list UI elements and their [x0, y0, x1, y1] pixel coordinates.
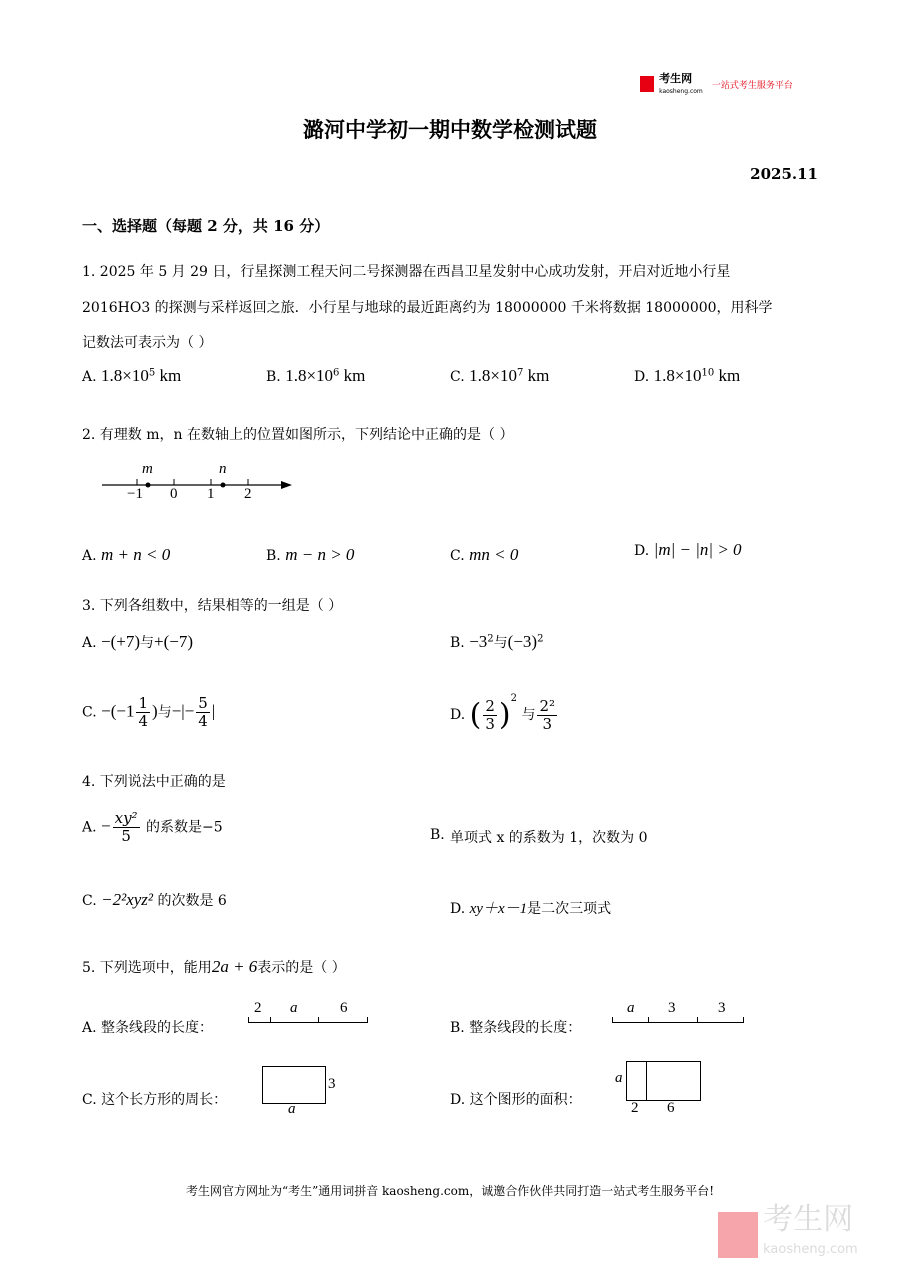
label-n: n	[219, 461, 227, 477]
q4-stem: 4. 下列说法中正确的是	[82, 774, 226, 790]
logo-mark-icon	[640, 76, 654, 92]
segment-label: 3	[718, 1000, 726, 1016]
q3-stem: 3. 下列各组数中，结果相等的一组是（ ）	[82, 598, 343, 614]
footer-text: 考生网官方网址为“考生”通用词拼音 kaosheng.com，诚邀合作伙伴共同打造一站式考生服务平台!	[185, 1184, 715, 1198]
tick-label: −1	[127, 486, 143, 502]
q2-option-d: D. |m| − |n| > 0	[634, 540, 742, 559]
point-n	[221, 483, 226, 488]
rect-bottom-label: a	[288, 1101, 296, 1117]
label-m: m	[142, 461, 153, 477]
q1-line: 2016HO3 的探测与采样返回之旅．小行星与地球的最近距离约为 18000000 千米将数据 18000000，用科学	[82, 300, 773, 316]
rectangle-c	[262, 1066, 326, 1104]
point-m	[146, 483, 151, 488]
q1-option-a: A. $1.8\times 10^5$ km	[82, 366, 182, 385]
q5-option-a: A. 整条线段的长度：	[82, 1020, 214, 1036]
watermark-sub: kaosheng.com	[763, 1242, 858, 1257]
segment-label: a	[627, 1000, 635, 1016]
q5-option-d: D. 这个图形的面积：	[450, 1092, 582, 1108]
rect-bottom-label: 6	[667, 1100, 675, 1116]
section-heading: 一、选择题（每题 2 分，共 16 分）	[82, 217, 330, 235]
q2-stem: 2. 有理数 m，n 在数轴上的位置如图所示，下列结论中正确的是（ ）	[82, 427, 514, 443]
watermark-mark-icon	[718, 1212, 758, 1258]
rect-side-label: 3	[328, 1076, 336, 1092]
segment-label: 3	[668, 1000, 676, 1016]
kaosheng-logo	[640, 72, 793, 96]
exam-date: 2025.11	[750, 165, 818, 183]
arrow-icon	[281, 481, 292, 489]
logo-slogan: 一站式考生服务平台	[711, 80, 793, 91]
q3-option-d: D. ( $\frac{2}{3}$ )$^2$ 与 $\frac{\text{2²}}{3}$	[450, 693, 556, 733]
segment-label: a	[290, 1000, 298, 1016]
q2-option-c: C. mn < 0	[450, 545, 519, 564]
q4-option-a: A. − $\frac{\text{xy²}}{5}$ 的系数是−5	[82, 809, 223, 845]
q4-option-d: D. xy＋x－1是二次三项式	[450, 901, 612, 917]
q5-option-c: C. 这个长方形的周长：	[82, 1092, 228, 1108]
q1-option-c: C. $1.8\times 10^7$ km	[450, 366, 550, 385]
q1-line: 1. 2025 年 5 月 29 日，行星探测工程天问二号探测器在西昌卫星发射中心成功发射，开启对近地小行星	[82, 264, 731, 280]
rectangle-d	[626, 1061, 701, 1101]
q2-option-b: B. m − n > 0	[266, 545, 355, 564]
logo-sub: kaosheng.com	[659, 88, 703, 95]
q4-option-b-letter: B.	[430, 827, 445, 843]
segment-label: 2	[254, 1000, 262, 1016]
segment-a	[248, 1012, 368, 1023]
page-title: 潞河中学初一期中数学检测试题	[303, 117, 597, 142]
logo-name: 考生网	[659, 72, 693, 85]
q5-stem: 5. 下列选项中，能用2a + 6表示的是（ ）	[82, 957, 346, 976]
tick-label: 0	[170, 486, 178, 502]
q3-option-b: B. $-3^2$与$(-3)^2$	[450, 632, 544, 651]
tick-label: 1	[207, 486, 215, 502]
q1-line: 记数法可表示为（ ）	[82, 335, 213, 351]
segment-label: 6	[340, 1000, 348, 1016]
q3-option-c: C. −(−1 $\frac{1}{4}$ )与−|− $\frac{5}{4}$ |	[82, 694, 216, 730]
q1-option-d: D. $1.8\times 10^{10}$ km	[634, 366, 741, 385]
q5-option-b: B. 整条线段的长度：	[450, 1020, 582, 1036]
q4-option-c: C. −2²xyz² 的次数是 6	[82, 890, 227, 909]
q4-option-b: 单项式 x 的系数为 1，次数为 0	[450, 830, 648, 846]
q3-option-a: A. −(+7)与+(−7)	[82, 632, 194, 651]
watermark-logo	[718, 1202, 858, 1262]
rect-bottom-label: 2	[631, 1100, 639, 1116]
tick-label: 2	[244, 486, 252, 502]
q1-option-b: B. $1.8\times 10^6$ km	[266, 366, 366, 385]
q2-option-a: A. m + n < 0	[82, 545, 171, 564]
rect-side-label: a	[615, 1070, 623, 1086]
watermark-name: 考生网	[763, 1202, 854, 1237]
